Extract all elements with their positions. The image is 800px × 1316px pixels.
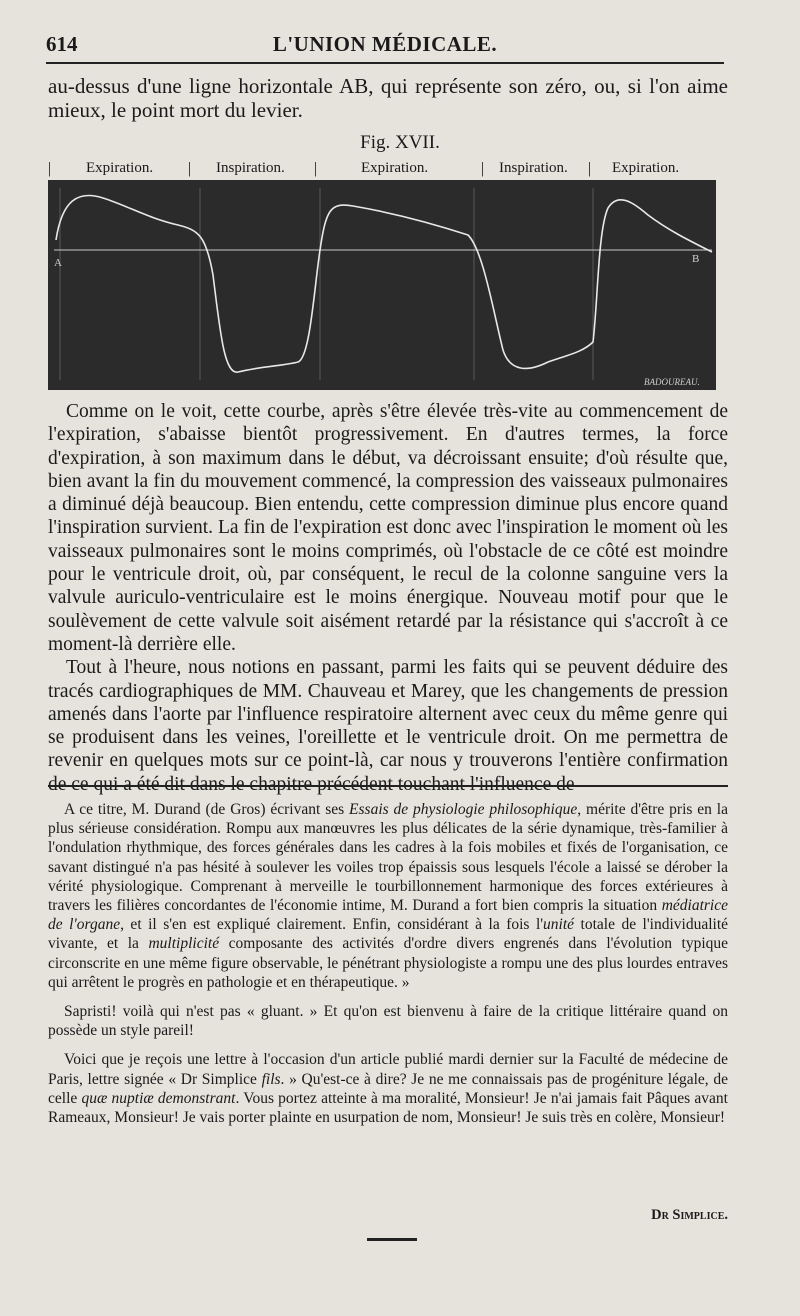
phase-separator: | bbox=[314, 160, 318, 177]
feuilleton-paragraph bbox=[48, 1050, 728, 1127]
footnote-separator bbox=[48, 785, 728, 787]
phase-label: Expiration. bbox=[86, 160, 154, 176]
text-run: composante des activités d'ordre divers engrenés dans l'évolution typique circonscrite en une même figure observable, le pénétrant physiologiste a rompu une des plus lourdes entraves qui arrêtent le progrès en pathologie et en thérapeutique. » bbox=[48, 935, 729, 991]
emphasis: unité bbox=[543, 916, 575, 934]
emphasis: médiatrice de l'organe bbox=[48, 897, 728, 934]
text-run: totale de l'individualité vivante, et la bbox=[48, 916, 728, 953]
phase-label: Inspiration. bbox=[216, 160, 285, 176]
text-run: , et il s'en est expliqué clairement. Enfin, considérant à la fois l' bbox=[120, 916, 544, 934]
figure-caption: Fig. XVII. bbox=[360, 132, 440, 153]
page-header bbox=[40, 28, 730, 58]
figure-phase-labels bbox=[48, 160, 716, 180]
signature: Dr Simplice. bbox=[651, 1207, 728, 1223]
phase-label: Expiration. bbox=[612, 160, 680, 176]
intro-paragraph: au-dessus d'une ligne horizontale AB, qui représente son zéro, ou, si l'on aime mieux, le point mort du levier. bbox=[48, 74, 728, 122]
text-run: A ce titre, M. Durand (de Gros) écrivant ses bbox=[64, 801, 350, 818]
paragraph: Tout à l'heure, nous notions en passant, parmi les faits qui se peuvent déduire des tracés cardiographiques de MM. Chauveau et Marey, que les changements de pression amenés dans l'aorte par l'influence respiratoire alternent avec ceux du même genre qui se produisent dans les veines, l'oreillette et le ventricule droit. On me permettra de revenir en quelques mots sur ce point-là, car nous y trouverons l'entière confirmation bbox=[48, 657, 728, 772]
text-run: . Vous portez atteinte à ma moralité, Monsieur! Je n'ai jamais fait Pâques avant Rameaux, Monsieur! Je vais porter plainte en usurpation de nom, Monsieur! Je suis très en colère, Monsieur! bbox=[48, 1089, 728, 1127]
page-number: 614 bbox=[46, 32, 78, 56]
header-rule bbox=[46, 62, 724, 64]
end-rule bbox=[367, 1238, 417, 1241]
phase-label: Inspiration. bbox=[499, 160, 568, 176]
book-title: Essais de physiologie philosophique bbox=[349, 801, 578, 818]
phase-separator: | bbox=[588, 160, 592, 177]
feuilleton-paragraph: Sapristi! voilà qui n'est pas « gluant. » Et qu'on est bienvenu à faire de la critique littéraire quand on possède un style pareil! bbox=[48, 1003, 728, 1040]
running-title: L'UNION MÉDICALE. bbox=[272, 32, 498, 56]
phase-label: Expiration. bbox=[361, 160, 429, 176]
main-text bbox=[48, 400, 728, 796]
label-a: A bbox=[54, 257, 62, 269]
phase-separator: | bbox=[481, 160, 485, 177]
tracing-plate bbox=[48, 180, 716, 390]
emphasis: quæ nuptiæ demonstrant bbox=[81, 1089, 236, 1107]
phase-separator: | bbox=[188, 160, 192, 177]
feuilleton bbox=[48, 800, 728, 1127]
feuilleton-paragraph bbox=[48, 800, 728, 992]
text-run: . » Qu'est-ce à dire? Je ne me connaissais pas de progéniture légale, de celle bbox=[48, 1070, 728, 1107]
text-run: , mérite d'être pris en la plus sérieuse considération. Rompu aux manœuvres les plus délicates de la série dynamique, très-familier à l'ondulation rhythmique, des forces générales dans les cadres à la fois mobiles et fixés de l'organisation, ce savant distingué n'a pas hésité à soulever les voiles trop épaissis sous lesquels l'école a laissé se dérober la vérité physiologique. Comprenant à merveille le tourbillonnement harmonique des forces extérieures à travers les filières concordantes de l'économie intime, M. Durand a fort bien compris la situation bbox=[48, 801, 728, 915]
paragraph: Comme on le voit, cette courbe, après s'être élevée très-vite au commencement de l'expiration, s'abaisse bientôt progressivement. En d'autres termes, la force d'expiration, à son maximum dans le début, va décroissant ensuite; d'où résulte que, bien avant la fin du mouvement commencé, la compression des vaisseaux pulmonaires a diminué déjà beaucoup. Bien entendu, cette compression diminue plus encore quand l'inspiration survient. La fin de l'expiration est donc avec l'inspiration le moment où les vaisseaux pulmonaires sont le moins comprimés, où l'obstacle de ce côté est moindre pour le ventricule droit, où, par conséquent, le recul de la colonne sanguine vers la valvule auriculo-ventriculaire est le moins énergique. Nouveau motif pour que le soulèvement de cette valvule soit aisément retardé par la résistance qui s'accroît à ce moment-là derrière elle. bbox=[48, 401, 728, 655]
engraver-credit: BADOUREAU. bbox=[644, 377, 700, 387]
respiratory-tracing-figure bbox=[48, 180, 716, 390]
label-b: B bbox=[692, 253, 700, 265]
emphasis: multiplicité bbox=[148, 935, 220, 953]
emphasis: fils bbox=[261, 1070, 281, 1088]
phase-separator: | bbox=[48, 160, 52, 177]
text-run: Voici que je reçois une lettre à l'occasion d'un article publié mardi dernier sur la Faculté de médecine de Paris, lettre signée « Dr Simplice bbox=[48, 1051, 728, 1088]
